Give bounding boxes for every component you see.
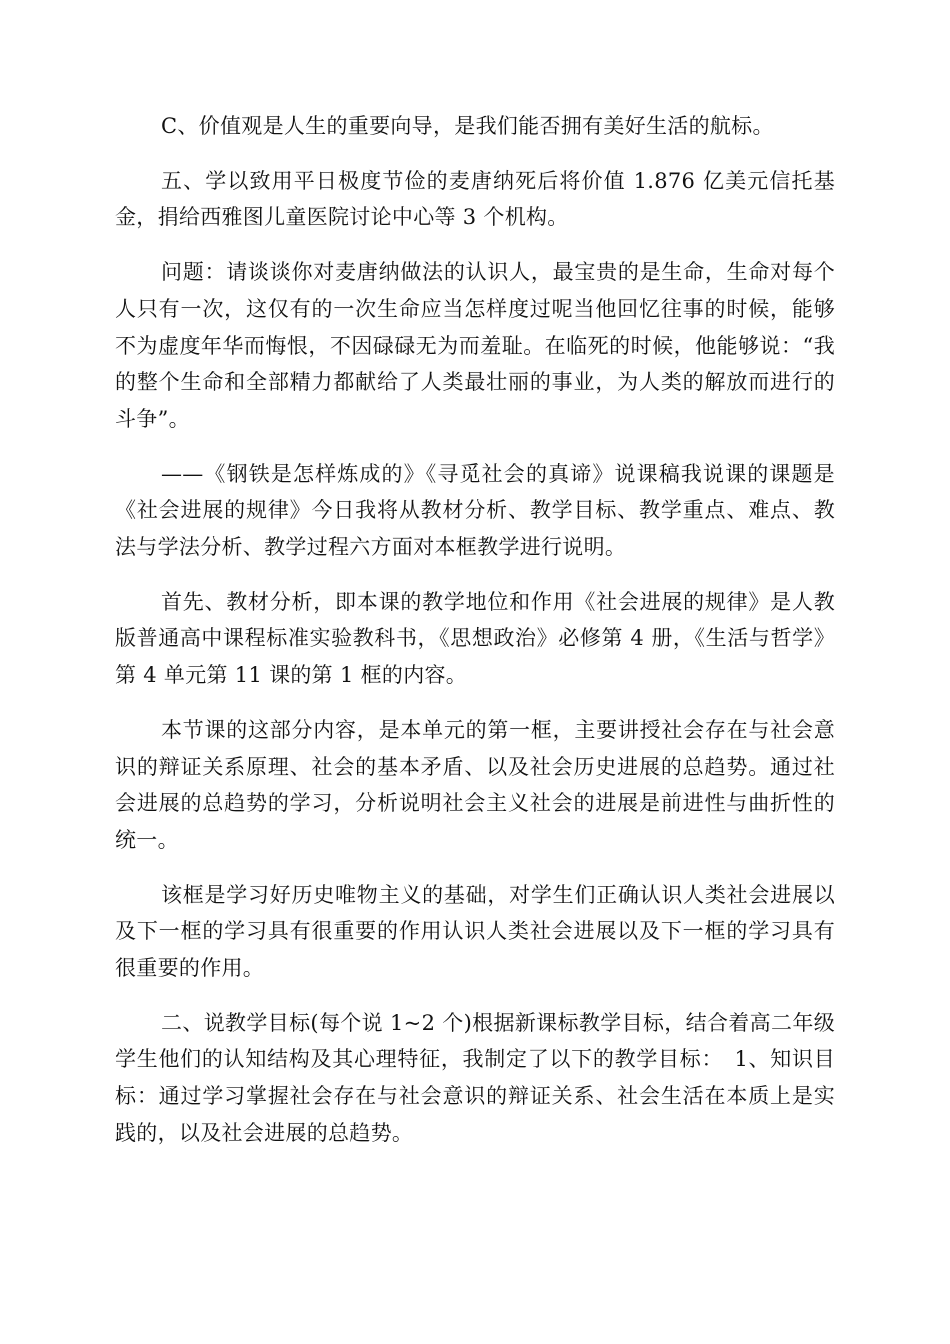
paragraph-framework-basis: 该框是学习好历史唯物主义的基础，对学生们正确认识人类社会进展以及下一框的学习具有很重要的作用认识人类社会进展以及下一框的学习具有很重要的作用。: [115, 882, 835, 981]
paragraph-question-life: 问题：请谈谈你对麦唐纳做法的认识人，最宝贵的是生命，生命对每个人只有一次，这仅有的一次生命应当怎样度过呢当他回忆往事的时候，能够不为虚度年华而悔恨，不因碌碌无为而羞耻。在临死的时候，他能够说：“我的整个生命和全部精力都献给了人类最壮丽的事业，为人类的解放而进行的斗争”。: [115, 260, 835, 431]
paragraph-section-content: 本节课的这部分内容，是本单元的第一框，主要讲授社会存在与社会意识的辩证关系原理、社会的基本矛盾、以及社会历史进展的总趋势。通过社会进展的总趋势的学习，分析说明社会主义社会的进展是前进性与曲折性的统一。: [115, 717, 835, 852]
paragraph-value-guide: C、价值观是人生的重要向导，是我们能否拥有美好生活的航标。: [161, 114, 774, 138]
paragraph-lecture-topic: ——《钢铁是怎样炼成的》《寻觅社会的真谛》说课稿我说课的课题是《社会进展的规律》今日我将从教材分析、教学目标、教学重点、难点、教法与学法分析、教学过程六方面对本框教学进行说明。: [115, 461, 835, 560]
paragraph-textbook-analysis: 首先、教材分析，即本课的教学地位和作用《社会进展的规律》是人教版普通高中课程标准实验教科书，《思想政治》必修第 4 册，《生活与哲学》第 4 单元第 11 课的第 1 框的内容。: [115, 589, 835, 688]
paragraph-teaching-goals: 二、说教学目标(每个说 1~2 个)根据新课标教学目标，结合着高二年级学生他们的认知结构及其心理特征，我制定了以下的教学目标： 1、知识目标：通过学习掌握社会存在与社会意识的辩证关系、社会生活在本质上是实践的，以及社会进展的总趋势。: [115, 1010, 835, 1145]
document-body: [115, 108, 835, 1170]
paragraph-mcdonald-donation: 五、学以致用平日极度节俭的麦唐纳死后将价值 1.876 亿美元信托基金，捐给西雅图儿童医院讨论中心等 3 个机构。: [115, 168, 835, 230]
